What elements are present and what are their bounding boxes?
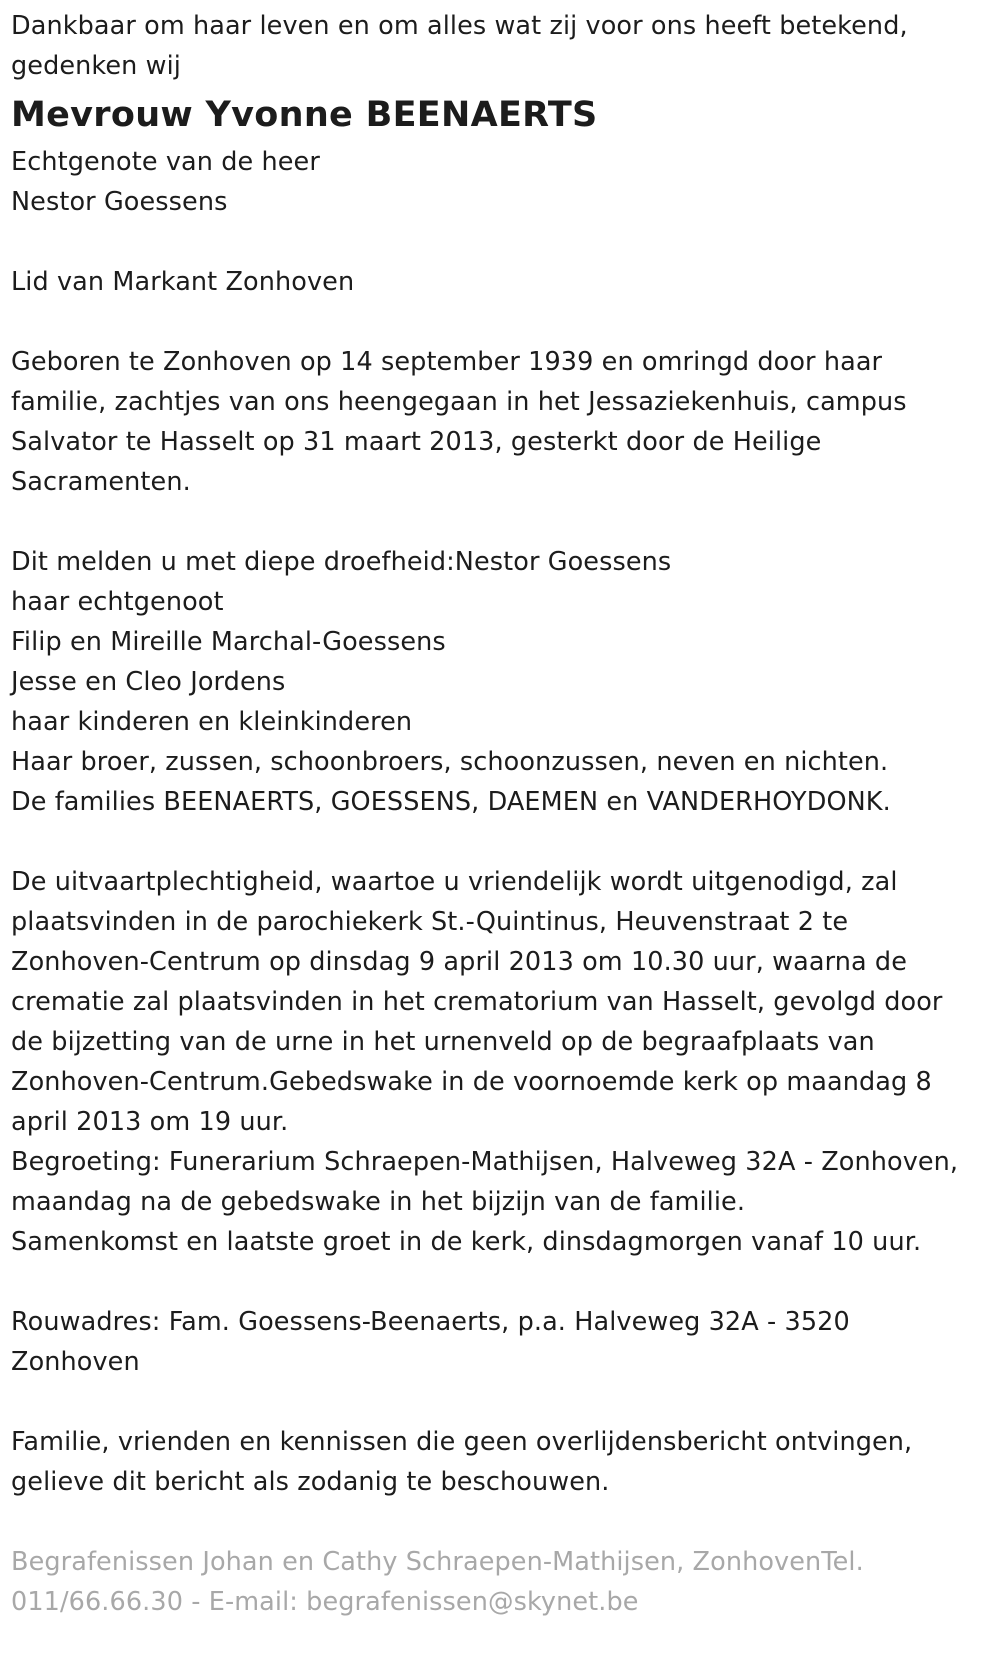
- spacer: [11, 1502, 975, 1542]
- mourner-line: haar kinderen en kleinkinderen: [11, 707, 413, 737]
- ceremony-line: april 2013 om 19 uur.: [11, 1107, 289, 1137]
- spacer: [11, 822, 975, 862]
- birth-death-line: Geboren te Zonhoven op 14 september 1939 en omringd door haar: [11, 347, 883, 377]
- ceremony-line: Samenkomst en laatste groet in de kerk, dinsdagmorgen vanaf 10 uur.: [11, 1227, 922, 1257]
- ceremony-line: Begroeting: Funerarium Schraepen-Mathijsen, Halveweg 32A - Zonhoven,: [11, 1147, 959, 1177]
- mourner-line: De families BEENAERTS, GOESSENS, DAEMEN en VANDERHOYDONK.: [11, 787, 891, 817]
- spacer: [11, 302, 975, 342]
- intro-line: Dankbaar om haar leven en om alles wat zij voor ons heeft betekend,: [11, 11, 908, 41]
- address-line: Zonhoven: [11, 1347, 140, 1377]
- ceremony-line: plaatsvinden in de parochiekerk St.-Quintinus, Heuvenstraat 2 te: [11, 907, 849, 937]
- birth-death-line: Salvator te Hasselt op 31 maart 2013, gesterkt door de Heilige: [11, 427, 822, 457]
- deceased-name: Mevrouw Yvonne BEENAERTS: [11, 95, 598, 135]
- ceremony-line: Zonhoven-Centrum.Gebedswake in de voornoemde kerk op maandag 8: [11, 1067, 932, 1097]
- spouse-line: Echtgenote van de heer: [11, 147, 320, 177]
- spacer: [11, 1382, 975, 1422]
- closing-line: Familie, vrienden en kennissen die geen overlijdensbericht ontvingen,: [11, 1427, 913, 1457]
- mourner-line: Jesse en Cleo Jordens: [11, 667, 286, 697]
- address-line: Rouwadres: Fam. Goessens-Beenaerts, p.a. Halveweg 32A - 3520: [11, 1307, 850, 1337]
- spouse-line: Nestor Goessens: [11, 187, 228, 217]
- footer-line: 011/66.66.30 - E-mail: begrafenissen@skynet.be: [11, 1587, 639, 1617]
- mourner-line: haar echtgenoot: [11, 587, 224, 617]
- ceremony-line: maandag na de gebedswake in het bijzijn van de familie.: [11, 1187, 746, 1217]
- footer-line: Begrafenissen Johan en Cathy Schraepen-Mathijsen, ZonhovenTel.: [11, 1547, 864, 1577]
- spacer: [11, 502, 975, 542]
- ceremony-line: de bijzetting van de urne in het urnenveld op de begraafplaats van: [11, 1027, 875, 1057]
- ceremony-line: Zonhoven-Centrum op dinsdag 9 april 2013 om 10.30 uur, waarna de: [11, 947, 907, 977]
- mourner-line: Haar broer, zussen, schoonbroers, schoonzussen, neven en nichten.: [11, 747, 889, 777]
- spacer: [11, 1262, 975, 1302]
- closing-line: gelieve dit bericht als zodanig te beschouwen.: [11, 1467, 610, 1497]
- mourner-line: Filip en Mireille Marchal-Goessens: [11, 627, 446, 657]
- ceremony-line: crematie zal plaatsvinden in het crematorium van Hasselt, gevolgd door: [11, 987, 943, 1017]
- intro-line: gedenken wij: [11, 51, 181, 81]
- ceremony-line: De uitvaartplechtigheid, waartoe u vriendelijk wordt uitgenodigd, zal: [11, 867, 898, 897]
- mourner-line: Dit melden u met diepe droefheid:Nestor Goessens: [11, 547, 672, 577]
- membership-line: Lid van Markant Zonhoven: [11, 267, 355, 297]
- birth-death-line: Sacramenten.: [11, 467, 191, 497]
- spacer: [11, 222, 975, 262]
- birth-death-line: familie, zachtjes van ons heengegaan in het Jessaziekenhuis, campus: [11, 387, 907, 417]
